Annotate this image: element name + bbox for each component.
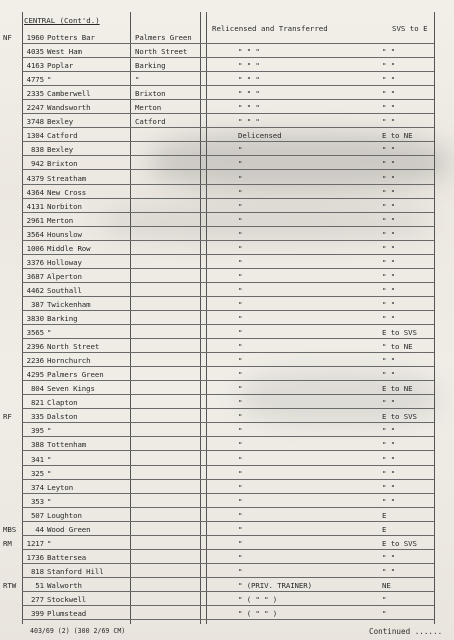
garage-from: Plumstead [47, 609, 87, 619]
fleet-number: 804 [30, 384, 44, 394]
licence-action: " [238, 398, 243, 408]
row-rule [22, 591, 434, 592]
row-rule [22, 521, 434, 522]
row-rule [22, 184, 434, 185]
licence-class: " " [382, 285, 396, 295]
vehicle-class-code: RF [3, 412, 12, 422]
fleet-number: 4163 [26, 61, 44, 71]
licence-action: " [238, 257, 243, 267]
licence-class: " " [382, 243, 396, 253]
licence-action: " " " [238, 89, 260, 99]
licence-action: " [238, 187, 243, 197]
garage-from: Barking [47, 314, 78, 323]
continued-note: Continued ...... [369, 627, 443, 636]
licence-class: " " [382, 187, 396, 197]
licence-class: " " [382, 257, 396, 267]
header-from: Potters Bar [47, 33, 95, 42]
column-divider [130, 12, 131, 624]
licence-action: " [238, 314, 243, 323]
row-rule [22, 549, 434, 550]
licence-class: " " [382, 271, 396, 281]
row-rule [22, 479, 434, 480]
garage-to: Catford [135, 117, 166, 127]
licence-class: " " [382, 482, 396, 492]
licence-action: " " " [238, 117, 260, 127]
garage-from: Twickenham [47, 299, 91, 309]
licence-class: " " [382, 173, 396, 183]
garage-from: Stockwell [47, 595, 87, 604]
fleet-number: 51 [35, 580, 44, 590]
fleet-number: 4035 [26, 47, 44, 57]
row-rule [22, 254, 434, 255]
row-rule [22, 436, 434, 437]
garage-to: " [135, 75, 140, 85]
garage-from: Poplar [47, 61, 74, 71]
licence-class: " " [382, 89, 396, 99]
row-rule [22, 155, 434, 156]
row-rule [22, 282, 434, 283]
row-rule [22, 71, 434, 72]
licence-action: " [238, 328, 243, 338]
licence-action: " ( " " ) [238, 609, 278, 619]
licence-action: " [238, 299, 243, 309]
licence-class: " " [382, 398, 396, 408]
row-rule [22, 507, 434, 508]
licence-class: " " [382, 75, 396, 85]
row-rule [22, 465, 434, 466]
fleet-number: 3687 [26, 271, 44, 281]
fleet-number: 374 [30, 482, 44, 492]
section-title: CENTRAL (Cont'd.) [24, 16, 100, 25]
licence-class: " [382, 609, 387, 619]
garage-from: " [47, 75, 52, 85]
garage-from: " [47, 538, 52, 548]
licence-action: " " " [238, 61, 260, 71]
licence-class: " " [382, 159, 396, 169]
licence-action: " [238, 384, 243, 394]
row-rule [22, 422, 434, 423]
licence-action: " " " [238, 47, 260, 57]
licence-class: " " [382, 145, 396, 155]
form-reference: 403/69 (2) (300 2/69 CM) [30, 627, 126, 635]
licence-action: " [238, 229, 243, 239]
row-rule [22, 198, 434, 199]
fleet-number: 341 [30, 454, 44, 464]
row-rule [22, 240, 434, 241]
licence-class: " " [382, 356, 396, 366]
garage-from: Norbiton [47, 201, 82, 211]
licence-action: " [238, 370, 243, 380]
garage-from: Battersea [47, 552, 87, 562]
licence-action: " [238, 271, 243, 281]
row-rule [22, 141, 434, 142]
row-rule [22, 380, 434, 381]
garage-from: Dalston [47, 412, 78, 422]
fleet-number: 3748 [26, 117, 44, 127]
licence-class: " " [382, 229, 396, 239]
garage-to: Merton [135, 103, 162, 113]
fleet-number: 44 [35, 524, 44, 534]
fleet-number: 3564 [26, 229, 44, 239]
row-rule [22, 577, 434, 578]
garage-from: Hornchurch [47, 356, 91, 366]
vehicle-class-code: MBS [3, 524, 17, 534]
licence-action: " [238, 454, 243, 464]
fleet-number: 4775 [26, 75, 44, 85]
table-border-right [434, 12, 435, 624]
fleet-number: 325 [30, 468, 44, 478]
licence-class: " " [382, 117, 396, 127]
licence-class: E to SVS [382, 328, 417, 338]
licence-action: " [238, 243, 243, 253]
fleet-number: 387 [30, 299, 44, 309]
licence-class: " " [382, 440, 396, 450]
licence-class: " " [382, 215, 396, 225]
licence-class: " " [382, 496, 396, 506]
licence-action: " [238, 173, 243, 183]
garage-from: Holloway [47, 257, 82, 267]
garage-from: Bexley [47, 145, 74, 155]
fleet-number: 1006 [26, 243, 44, 253]
garage-from: Merton [47, 215, 74, 225]
garage-from: Palmers Green [47, 370, 104, 380]
fleet-number: 2247 [26, 103, 44, 113]
fleet-number: 838 [30, 145, 44, 155]
licence-class: E [382, 524, 387, 534]
garage-from: Clapton [47, 398, 78, 408]
licence-action: " " " [238, 103, 260, 113]
fleet-number: 4364 [26, 187, 44, 197]
licence-class: E to NE [382, 131, 413, 141]
garage-from: Brixton [47, 159, 78, 169]
fleet-number: 395 [30, 426, 44, 436]
fleet-number: 388 [30, 440, 44, 450]
licence-action: " [238, 482, 243, 492]
fleet-number: 3376 [26, 257, 44, 267]
row-rule [22, 43, 434, 44]
garage-from: Wood Green [47, 524, 91, 534]
fleet-number: 4379 [26, 173, 44, 183]
garage-to: Brixton [135, 89, 166, 99]
licence-class: E [382, 510, 387, 520]
licence-class: " " [382, 47, 396, 57]
licence-action: " [238, 145, 243, 155]
garage-from: " [47, 454, 52, 464]
column-divider [200, 12, 201, 624]
garage-from: " [47, 328, 52, 338]
vehicle-class-code: NF [3, 33, 12, 42]
column-divider [206, 12, 207, 624]
licence-class: " " [382, 370, 396, 380]
fleet-number: 335 [30, 412, 44, 422]
row-rule [22, 296, 434, 297]
fleet-number: 1960 [26, 33, 44, 42]
licence-class: " " [382, 426, 396, 436]
fleet-number: 1736 [26, 552, 44, 562]
row-rule [22, 268, 434, 269]
garage-from: " [47, 468, 52, 478]
row-rule [22, 352, 434, 353]
licence-action: " [238, 538, 243, 548]
garage-from: West Ham [47, 47, 82, 57]
row-rule [22, 394, 434, 395]
fleet-number: 507 [30, 510, 44, 520]
licence-class: E to SVS [382, 538, 417, 548]
licence-action: " [238, 412, 243, 422]
garage-from: Seven Kings [47, 384, 95, 394]
row-rule [22, 324, 434, 325]
garage-from: Loughton [47, 510, 82, 520]
garage-from: Walworth [47, 580, 82, 590]
row-rule [22, 113, 434, 114]
garage-from: " [47, 426, 52, 436]
row-rule [22, 619, 434, 620]
licence-class: " " [382, 103, 396, 113]
fleet-number: 3565 [26, 328, 44, 338]
row-rule [22, 366, 434, 367]
row-rule [22, 493, 434, 494]
garage-from: Tottenham [47, 440, 87, 450]
licence-class: " " [382, 314, 396, 323]
licence-class: " " [382, 468, 396, 478]
licence-class: " " [382, 201, 396, 211]
row-rule [22, 563, 434, 564]
licence-class: E to NE [382, 384, 413, 394]
licence-action: " [238, 468, 243, 478]
garage-from: Middle Row [47, 243, 91, 253]
licence-class: " " [382, 566, 396, 576]
fleet-number: 942 [30, 159, 44, 169]
licence-action: " [238, 510, 243, 520]
row-rule [22, 99, 434, 100]
row-rule [22, 338, 434, 339]
row-rule [22, 57, 434, 58]
licence-action: " ( " " ) [238, 595, 278, 604]
licence-class: " " [382, 299, 396, 309]
fleet-number: 2236 [26, 356, 44, 366]
licence-action: " " " [238, 75, 260, 85]
licence-class: " [382, 595, 387, 604]
row-rule [22, 450, 434, 451]
garage-from: Bexley [47, 117, 74, 127]
garage-from: Leyton [47, 482, 74, 492]
licence-action: Delicensed [238, 131, 282, 141]
licence-action: " [238, 159, 243, 169]
garage-from: Streatham [47, 173, 87, 183]
garage-from: Catford [47, 131, 78, 141]
licence-action: " [238, 552, 243, 562]
header-action: Relicensed and Transferred [212, 24, 328, 33]
row-rule [22, 408, 434, 409]
row-rule [22, 212, 434, 213]
garage-from: North Street [47, 342, 100, 352]
row-rule [22, 605, 434, 606]
fleet-number: 2335 [26, 89, 44, 99]
row-rule [22, 226, 434, 227]
fleet-number: 3830 [26, 314, 44, 323]
fleet-number: 1217 [26, 538, 44, 548]
licence-class: E to SVS [382, 412, 417, 422]
fleet-number: 277 [30, 595, 44, 604]
garage-from: Wandsworth [47, 103, 91, 113]
licence-action: " [238, 440, 243, 450]
garage-to: Barking [135, 61, 166, 71]
fleet-number: 399 [30, 609, 44, 619]
garage-from: Stanford Hill [47, 566, 104, 576]
garage-from: Hounslow [47, 229, 82, 239]
fleet-number: 1304 [26, 131, 44, 141]
licence-action: " [238, 426, 243, 436]
header-to: Palmers Green [135, 33, 192, 42]
fleet-number: 4131 [26, 201, 44, 211]
licence-action: " [238, 524, 243, 534]
fleet-number: 2396 [26, 342, 44, 352]
licence-action: " [238, 215, 243, 225]
licence-action: " [238, 342, 243, 352]
licence-action: " [238, 566, 243, 576]
licence-action: " [238, 356, 243, 366]
fleet-number: 4295 [26, 370, 44, 380]
garage-from: Camberwell [47, 89, 91, 99]
garage-from: New Cross [47, 187, 87, 197]
fleet-number: 818 [30, 566, 44, 576]
garage-to: North Street [135, 47, 188, 57]
licence-action: " [238, 496, 243, 506]
row-rule [22, 169, 434, 170]
licence-action: " (PRIV. TRAINER) [238, 580, 312, 590]
vehicle-class-code: RTW [3, 580, 17, 590]
row-rule [22, 310, 434, 311]
shadow-smudge [100, 205, 430, 240]
licence-action: " [238, 285, 243, 295]
licence-class: " to NE [382, 342, 413, 352]
garage-from: Alperton [47, 271, 82, 281]
licence-class: " " [382, 61, 396, 71]
licence-action: " [238, 201, 243, 211]
licence-class: " " [382, 454, 396, 464]
fleet-number: 353 [30, 496, 44, 506]
licence-class: NE [382, 580, 391, 590]
fleet-number: 4462 [26, 285, 44, 295]
licence-class: " " [382, 552, 396, 562]
fleet-number: 821 [30, 398, 44, 408]
garage-from: " [47, 496, 52, 506]
row-rule [22, 85, 434, 86]
vehicle-class-code: RM [3, 538, 12, 548]
header-class: SVS to E [392, 24, 428, 33]
fleet-number: 2961 [26, 215, 44, 225]
row-rule [22, 535, 434, 536]
garage-from: Southall [47, 285, 82, 295]
row-rule [22, 127, 434, 128]
